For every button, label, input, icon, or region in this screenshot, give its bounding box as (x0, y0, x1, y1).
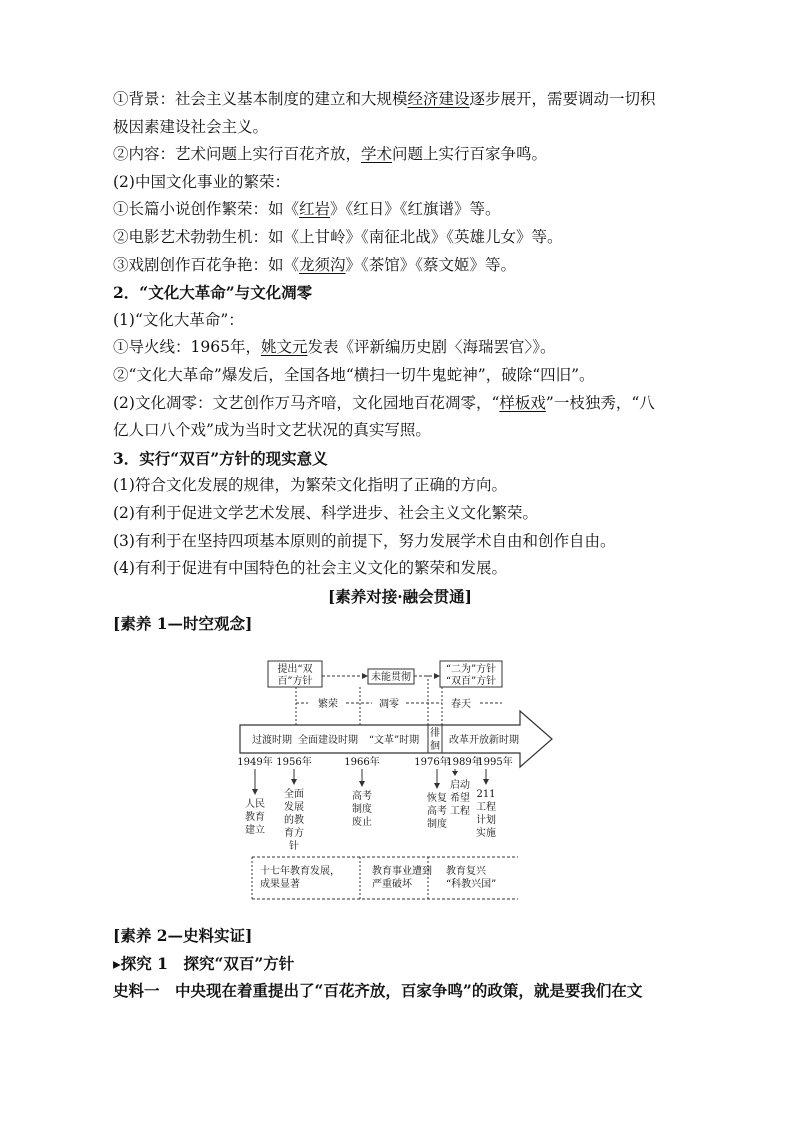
arrow-1976 (434, 783, 440, 789)
underlined-term: 红岩 (299, 200, 331, 219)
text-line: ③戏剧创作百花争艳：如《龙须沟》《茶馆》《蔡文姬》等。 (113, 255, 517, 274)
period-reform: 改革开放新时期 (449, 735, 519, 746)
event-1976 (427, 791, 447, 830)
svg-text:育方: 育方 (284, 828, 304, 839)
svg-text:建立: 建立 (245, 825, 265, 836)
event-1989 (450, 778, 470, 817)
year-1949: 1949年 (237, 757, 273, 768)
literacy-2-heading: [素养 2—史料实证] (113, 926, 253, 945)
literacy-1-heading: [素养 1—时空观念] (113, 614, 253, 634)
svg-text:希望: 希望 (450, 793, 470, 804)
document-body (113, 86, 687, 638)
event-1949 (245, 797, 265, 836)
svg-text:制度: 制度 (352, 804, 372, 815)
svg-text:教育: 教育 (245, 812, 265, 823)
document-tail (113, 922, 687, 1005)
section-title: [素养对接·融会贯通] (327, 586, 473, 606)
event-1956 (284, 787, 304, 852)
summary-revival-line1: 教育复兴 (446, 866, 486, 877)
svg-text:针: 针 (289, 841, 299, 852)
stage-wither: 凋零 (379, 699, 399, 710)
event-1966 (352, 789, 372, 828)
section-heading: 2．“文化大革命”与文化凋零 (113, 283, 313, 303)
period-cultural-revolution: “文革”时期 (368, 735, 420, 746)
underlined-term: 姚文元 (260, 338, 308, 357)
text-line: (4)有利于促进有中国特色的社会主义文化的繁荣和发展。 (113, 559, 507, 578)
text-line: ②电影艺术勃勃生机：如《上甘岭》《南征北战》《英雄儿女》等。 (113, 227, 563, 246)
svg-text:废止: 废止 (352, 817, 372, 828)
box1-text-line2: 百”方针 (277, 676, 313, 687)
text-line: ②内容：艺术问题上实行百花齐放，学术问题上实行百家争鸣。 (113, 145, 548, 164)
text-line: ①背景：社会主义基本制度的建立和大规模经济建设逐步展开，需要调动一切积 (113, 90, 656, 108)
box3-text-line1: “二为”方针 (445, 664, 497, 675)
box1-text-line1: 提出“双 (277, 664, 313, 675)
summary-17-years-line2: 成果显著 (260, 879, 300, 890)
year-1976: 1976年 (414, 757, 450, 768)
svg-text:全面: 全面 (284, 789, 304, 800)
svg-text:高考: 高考 (427, 806, 447, 817)
underlined-term: 龙须沟 (299, 255, 346, 274)
arrow-1966 (359, 781, 365, 787)
summary-destroyed-line1: 教育事业遭到 (372, 866, 432, 877)
period-wander-line1: 徘 (430, 728, 440, 739)
svg-text:制度: 制度 (427, 819, 447, 830)
text-line: ①导火线：1965年，姚文元发表《评新编历史剧〈海瑞罢官〉》。 (113, 338, 556, 357)
period-wander-line2: 徊 (430, 741, 440, 752)
svg-text:启动: 启动 (450, 780, 470, 791)
svg-text:的教: 的教 (284, 815, 304, 826)
summary-revival-line2: “科教兴国” (446, 879, 497, 890)
text-line: (2)中国文化事业的繁荣： (113, 172, 290, 191)
text-line: 亿人口八个戏”成为当时文艺状况的真实写照。 (113, 421, 431, 440)
text-line: (2)有利于促进文学艺术发展、科学进步、社会主义文化繁荣。 (113, 503, 538, 522)
box2-text: 未能贯彻 (371, 672, 411, 683)
summary-17-years-line1: 十七年教育发展， (260, 866, 340, 877)
text-line: (2)文化凋零：文艺创作万马齐喑，文化园地百花凋零，“样板戏”一枝独秀，“八 (113, 393, 655, 412)
year-1995: 1995年 (477, 757, 513, 768)
section-heading: 3．实行“双百”方针的现实意义 (113, 448, 328, 468)
arrowhead-2 (434, 673, 440, 679)
svg-text:计划: 计划 (476, 815, 496, 826)
svg-text:人民: 人民 (245, 799, 265, 810)
explore-heading: ▸探究 1 探究“双百”方针 (113, 953, 295, 973)
stage-flourish: 繁荣 (318, 699, 338, 710)
text-line: (1)“文化大革命”： (113, 310, 244, 329)
underlined-term: 经济建设 (407, 90, 470, 108)
underlined-term: 样板戏 (499, 393, 546, 412)
svg-text:高考: 高考 (352, 791, 372, 802)
svg-text:发展: 发展 (284, 802, 304, 813)
arrow-1995 (483, 779, 489, 785)
text-line: ②“文化大革命”爆发后，全国各地“横扫一切牛鬼蛇神”，破除“四旧”。 (113, 365, 595, 384)
event-1995 (476, 789, 496, 839)
svg-text:实施: 实施 (476, 828, 496, 839)
svg-text:工程: 工程 (450, 806, 470, 817)
box3-text-line2: “双百”方针 (445, 676, 497, 687)
education-timeline-diagram (232, 655, 562, 907)
arrowhead-1 (362, 673, 368, 679)
svg-text:211: 211 (476, 789, 496, 800)
year-1966: 1966年 (344, 757, 380, 768)
year-1989: 1989年 (446, 757, 482, 768)
svg-text:工程: 工程 (476, 802, 496, 813)
summary-destroyed-line2: 严重破坏 (372, 879, 412, 890)
arrow-1989 (452, 771, 458, 776)
underlined-term: 学术 (361, 145, 393, 164)
svg-text:恢复: 恢复 (427, 793, 447, 804)
text-line: (1)符合文化发展的规律，为繁荣文化指明了正确的方向。 (113, 476, 507, 495)
year-1956: 1956年 (276, 757, 312, 768)
source-text: 史料一 中央现在着重提出了“百花齐放，百家争鸣”的政策，就是要我们在文 (113, 981, 643, 1001)
period-construction: 全面建设时期 (298, 735, 358, 746)
period-transition: 过渡时期 (252, 735, 292, 746)
text-line: ①长篇小说创作繁荣：如《红岩》《红日》《红旗谱》等。 (113, 200, 501, 219)
text-line: (3)有利于在坚持四项基本原则的前提下，努力发展学术自由和创作自由。 (113, 531, 616, 550)
text-line: 极因素建设社会主义。 (113, 117, 269, 136)
stage-spring: 春天 (451, 699, 471, 710)
arrow-1949 (252, 789, 258, 795)
arrow-1956 (291, 779, 297, 785)
